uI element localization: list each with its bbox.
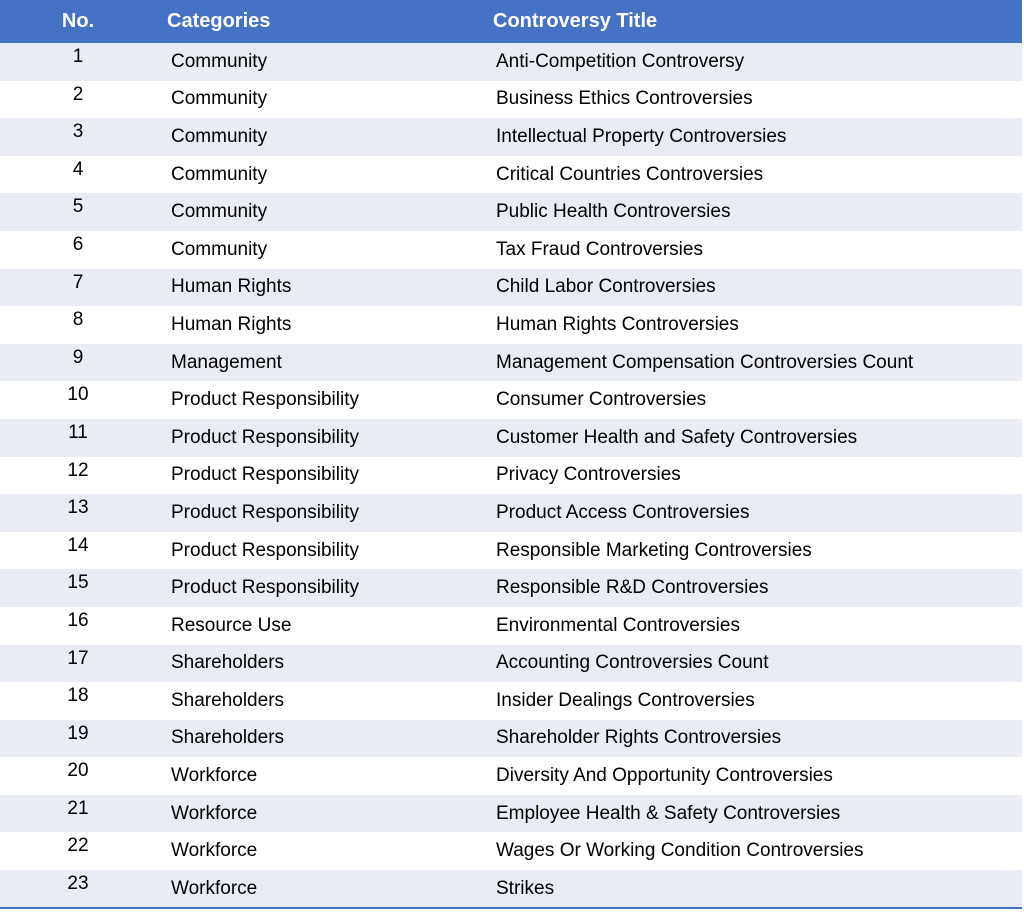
row-category: Community: [171, 201, 268, 223]
row-number: 14: [67, 534, 89, 556]
row-controversy-title: Human Rights Controversies: [496, 313, 739, 335]
row-category: Product Responsibility: [171, 577, 359, 599]
table-row: [0, 81, 1022, 119]
row-number: 3: [72, 121, 84, 143]
table-row: [0, 870, 1022, 908]
row-controversy-title: Consumer Controversies: [496, 389, 707, 411]
row-number: 19: [67, 722, 89, 744]
table-row: [0, 457, 1022, 495]
row-controversy-title: Strikes: [496, 877, 555, 899]
table-row: [0, 193, 1022, 231]
row-controversy-title: Child Labor Controversies: [496, 276, 716, 298]
row-number: 8: [72, 309, 84, 331]
row-number: 13: [67, 497, 89, 519]
table-row: [0, 419, 1022, 457]
table-row: [0, 645, 1022, 683]
table-row: [0, 532, 1022, 570]
header-categories: Categories: [167, 10, 271, 32]
row-category: Shareholders: [171, 689, 285, 711]
table-row: [0, 118, 1022, 156]
table-row: [0, 269, 1022, 307]
row-controversy-title: Wages Or Working Condition Controversies: [496, 840, 864, 862]
row-controversy-title: Customer Health and Safety Controversies: [496, 426, 858, 448]
row-number: 12: [67, 459, 89, 481]
row-number: 1: [72, 46, 84, 67]
table-row: [0, 720, 1022, 758]
header-row: [0, 0, 1022, 43]
table-row: [0, 682, 1022, 720]
row-category: Product Responsibility: [171, 426, 359, 448]
row-number: 21: [67, 797, 89, 819]
row-number: 7: [72, 271, 84, 293]
table-row: [0, 231, 1022, 269]
table-row: [0, 306, 1022, 344]
row-number: 9: [72, 346, 84, 368]
row-category: Workforce: [171, 802, 258, 824]
row-category: Shareholders: [171, 727, 285, 749]
row-controversy-title: Public Health Controversies: [496, 201, 731, 223]
row-number: 6: [72, 233, 84, 255]
row-category: Human Rights: [171, 276, 292, 298]
row-controversy-title: Insider Dealings Controversies: [496, 689, 755, 711]
table-row: [0, 795, 1022, 833]
row-controversy-title: Management Compensation Controversies Count: [496, 351, 914, 373]
table-row: [0, 43, 1022, 81]
row-controversy-title: Environmental Controversies: [496, 614, 740, 636]
row-controversy-title: Critical Countries Controversies: [496, 163, 764, 185]
row-controversy-title: Shareholder Rights Controversies: [496, 727, 782, 749]
row-controversy-title: Tax Fraud Controversies: [496, 238, 703, 260]
row-category: Product Responsibility: [171, 464, 359, 486]
row-category: Product Responsibility: [171, 389, 359, 411]
row-number: 23: [67, 873, 89, 895]
row-category: Management: [171, 351, 282, 373]
header-controversy-title: Controversy Title: [493, 10, 658, 32]
table-row: [0, 494, 1022, 532]
row-category: Product Responsibility: [171, 501, 359, 523]
row-number: 10: [67, 384, 89, 406]
row-controversy-title: Diversity And Opportunity Controversies: [496, 765, 833, 787]
row-category: Community: [171, 163, 268, 185]
row-number: 11: [68, 421, 88, 443]
table-body: [0, 43, 1022, 908]
row-controversy-title: Employee Health & Safety Controversies: [496, 802, 841, 824]
table-row: [0, 832, 1022, 870]
table-row: [0, 757, 1022, 795]
row-controversy-title: Responsible Marketing Controversies: [496, 539, 812, 561]
row-category: Workforce: [171, 765, 258, 787]
table-row: [0, 381, 1022, 419]
row-category: Community: [171, 125, 268, 147]
row-controversy-title: Accounting Controversies Count: [496, 652, 769, 674]
row-controversy-title: Intellectual Property Controversies: [496, 125, 787, 147]
table-row: [0, 607, 1022, 645]
table-header: [0, 0, 1022, 43]
row-controversy-title: Business Ethics Controversies: [496, 88, 753, 110]
row-number: 16: [67, 609, 89, 631]
row-number: 18: [67, 685, 89, 707]
row-number: 20: [67, 760, 89, 782]
row-controversy-title: Anti-Competition Controversy: [496, 50, 745, 72]
row-category: Workforce: [171, 840, 258, 862]
row-category: Workforce: [171, 877, 258, 899]
row-category: Community: [171, 238, 268, 260]
row-category: Human Rights: [171, 313, 292, 335]
row-number: 5: [72, 196, 84, 218]
table-row: [0, 569, 1022, 607]
row-category: Shareholders: [171, 652, 285, 674]
row-category: Community: [171, 88, 268, 110]
row-category: Resource Use: [171, 614, 292, 636]
row-number: 22: [67, 835, 89, 857]
table-row: [0, 156, 1022, 194]
row-number: 17: [67, 647, 89, 669]
row-number: 2: [72, 83, 84, 105]
header-no: No.: [61, 10, 95, 32]
row-number: 4: [72, 158, 84, 180]
row-category: Community: [171, 50, 268, 72]
table-row: [0, 344, 1022, 382]
row-controversy-title: Product Access Controversies: [496, 501, 750, 523]
row-controversy-title: Responsible R&D Controversies: [496, 577, 769, 599]
row-category: Product Responsibility: [171, 539, 359, 561]
row-controversy-title: Privacy Controversies: [496, 464, 681, 486]
row-number: 15: [67, 572, 89, 594]
table-bottom-border: [0, 907, 1022, 909]
